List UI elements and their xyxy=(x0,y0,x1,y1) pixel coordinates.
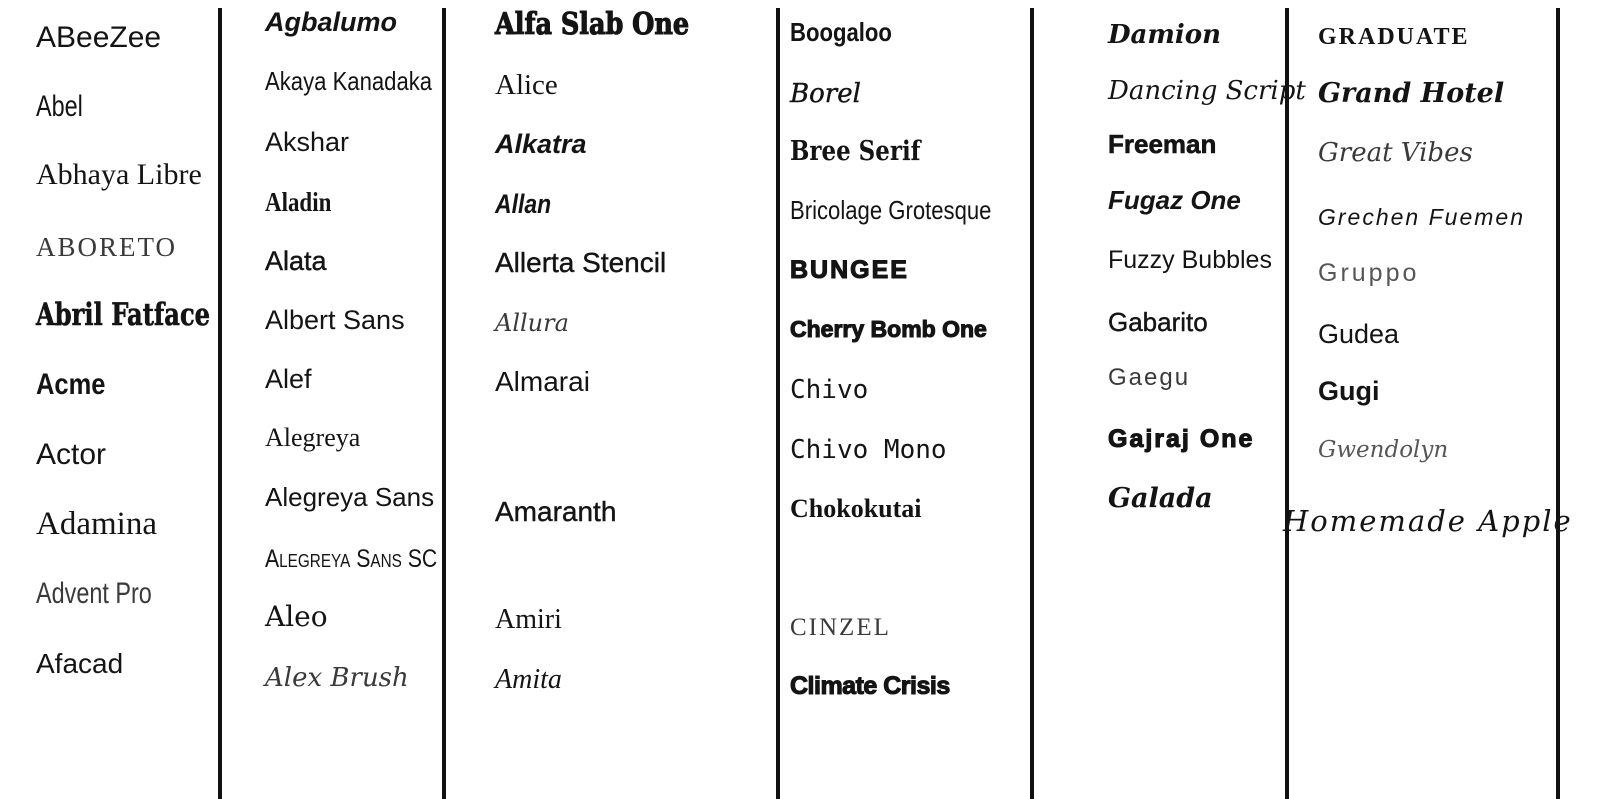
font-item-amita: Amita xyxy=(495,664,562,695)
font-item-galada: Galada xyxy=(1108,483,1213,514)
font-item-allura: Allura xyxy=(495,309,569,337)
column-divider-4 xyxy=(1030,8,1034,799)
font-item-allerta-stencil: Allerta Stencil xyxy=(495,247,667,278)
font-item-gaegu: Gaegu xyxy=(1108,364,1191,391)
font-item-gwendolyn: Gwendolyn xyxy=(1318,437,1449,463)
font-item-almarai: Almarai xyxy=(495,366,590,397)
font-item-grand-hotel: Grand Hotel xyxy=(1318,78,1505,109)
font-item-dancing-script: Dancing Script xyxy=(1108,76,1306,106)
font-item-fuzzy-bubbles: Fuzzy Bubbles xyxy=(1108,246,1272,274)
font-item-actor: Actor xyxy=(36,438,107,471)
font-item-climate-crisis: Climate Crisis xyxy=(790,672,950,700)
font-item-gabarito: Gabarito xyxy=(1108,307,1208,337)
font-item-albert-sans: Albert Sans xyxy=(265,305,405,335)
font-item-agbalumo: Agbalumo xyxy=(265,7,397,37)
font-item-gajraj-one: Gajraj One xyxy=(1108,425,1255,453)
font-item-bungee: BUNGEE xyxy=(790,256,909,284)
font-item-amiri: Amiri xyxy=(495,604,562,635)
font-item-afacad: Afacad xyxy=(36,648,124,679)
column-divider-3 xyxy=(776,8,780,799)
font-item-gugi: Gugi xyxy=(1318,376,1380,406)
font-item-gruppo: Gruppo xyxy=(1318,259,1420,287)
font-item-chivo: Chivo xyxy=(790,375,869,405)
font-item-homemade-apple: Homemade Apple xyxy=(1283,504,1573,538)
font-item-alice: Alice xyxy=(495,69,558,101)
font-item-akshar: Akshar xyxy=(265,127,350,157)
font-item-freeman: Freeman xyxy=(1108,129,1217,159)
font-item-alkatra: Alkatra xyxy=(495,129,587,159)
font-item-alegreya-sans: Alegreya Sans xyxy=(265,482,435,512)
font-item-adamina: Adamina xyxy=(36,506,157,542)
font-item-allan: Allan xyxy=(495,189,552,219)
font-item-gudea: Gudea xyxy=(1318,319,1400,349)
font-item-boogaloo: Boogaloo xyxy=(790,17,892,47)
font-item-acme: Acme xyxy=(36,368,106,401)
font-item-bree-serif: Bree Serif xyxy=(790,136,921,167)
font-item-aboreto: ABORETO xyxy=(36,232,178,262)
column-divider-2 xyxy=(442,8,446,799)
font-item-chokokutai: Chokokutai xyxy=(790,494,922,523)
font-item-akaya-kanadaka: Akaya Kanadaka xyxy=(265,66,433,96)
font-item-alegreya-sans-sc: Alegreya Sans SC xyxy=(265,545,438,573)
font-item-alata: Alata xyxy=(265,246,327,276)
font-item-alfa-slab-one: Alfa Slab One xyxy=(495,7,690,42)
column-divider-5 xyxy=(1285,8,1289,799)
font-item-fugaz-one: Fugaz One xyxy=(1108,185,1241,215)
font-item-great-vibes: Great Vibes xyxy=(1318,138,1473,168)
font-item-alegreya: Alegreya xyxy=(265,423,361,452)
font-item-chivo-mono: Chivo Mono xyxy=(790,435,947,465)
font-item-grechen-fuemen: Grechen Fuemen xyxy=(1318,204,1525,230)
font-item-aladin: Aladin xyxy=(265,187,332,217)
font-item-bricolage-grotesque: Bricolage Grotesque xyxy=(790,195,992,225)
font-item-graduate: GRADUATE xyxy=(1318,24,1470,50)
column-divider-6 xyxy=(1556,8,1560,799)
font-item-abel: Abel xyxy=(36,90,83,123)
font-item-cinzel: CINZEL xyxy=(790,614,891,641)
font-item-alex-brush: Alex Brush xyxy=(265,663,409,693)
font-item-borel: Borel xyxy=(790,79,861,109)
font-item-advent-pro: Advent Pro xyxy=(36,577,152,610)
column-divider-1 xyxy=(218,8,222,799)
font-item-abhaya-libre: Abhaya Libre xyxy=(36,158,202,191)
font-item-cherry-bomb-one: Cherry Bomb One xyxy=(790,316,987,342)
font-item-alef: Alef xyxy=(265,364,312,394)
font-item-damion: Damion xyxy=(1108,20,1222,50)
font-item-aleo: Aleo xyxy=(265,600,328,633)
font-item-abeezee: ABeeZee xyxy=(36,21,162,54)
font-item-abril-fatface: Abril Fatface xyxy=(36,297,211,333)
font-item-amaranth: Amaranth xyxy=(495,496,617,527)
